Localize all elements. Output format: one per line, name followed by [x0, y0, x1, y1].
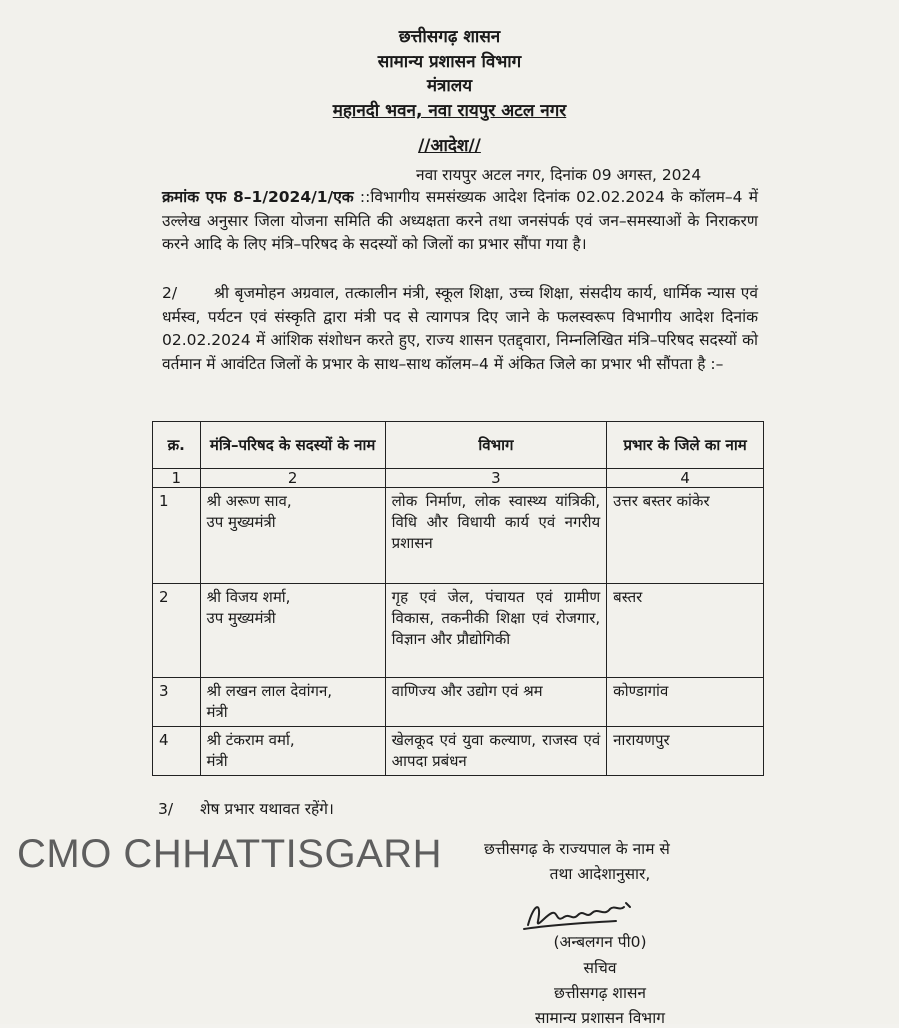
- row-member: [200, 678, 385, 727]
- header-ministry: मंत्रालय: [426, 76, 473, 96]
- table-row: [153, 727, 764, 776]
- row-department: गृह एवं जेल, पंचायत एवं ग्रामीण विकास, तकनीकी शिक्षा एवं रोजगार, विज्ञान और प्रौद्योगिकी: [385, 584, 607, 678]
- paragraph-3-text: शेष प्रभार यथावत रहेंगे।: [200, 800, 334, 818]
- paragraph-3: [158, 797, 334, 819]
- order-reference: क्रमांक एफ 8–1/2024/1/एक: [162, 188, 354, 206]
- member-post: मंत्री: [206, 703, 228, 721]
- allocation-table: [152, 421, 764, 776]
- header-address: महानदी भवन, नवा रायपुर अटल नगर: [332, 101, 567, 121]
- paragraph-2-number: 2/: [162, 284, 178, 302]
- row-district: कोण्डागांव: [607, 678, 764, 727]
- signatory-org-1: छत्तीसगढ़ शासन: [553, 984, 647, 1002]
- row-sn: 1: [153, 488, 201, 584]
- row-member: [200, 584, 385, 678]
- signatory-org-2: सामान्य प्रशासन विभाग: [535, 1009, 665, 1027]
- table-header-row: [153, 422, 764, 469]
- row-department: खेलकूद एवं युवा कल्याण, राजस्व एवं आपदा प्रबंधन: [385, 727, 607, 776]
- column-number: 1: [153, 469, 201, 488]
- member-post: मंत्री: [206, 752, 228, 770]
- table-row: [153, 488, 764, 584]
- column-number: 3: [385, 469, 607, 488]
- watermark: CMO CHHATTISGARH: [17, 832, 443, 876]
- column-number: 2: [200, 469, 385, 488]
- row-member: [200, 727, 385, 776]
- header-member-name: मंत्रि–परिषद के सदस्यों के नाम: [200, 422, 385, 469]
- member-name: श्री लखन लाल देवांगन,: [206, 682, 333, 700]
- signature-line-2: तथा आदेशानुसार,: [549, 865, 651, 883]
- row-sn: 2: [153, 584, 201, 678]
- column-number-row: [153, 469, 764, 488]
- order-title: //आदेश//: [418, 136, 481, 156]
- signatory-name: (अन्बलगन पी0): [553, 933, 647, 951]
- row-district: बस्तर: [607, 584, 764, 678]
- paragraph-2: [162, 282, 758, 376]
- table-row: [153, 678, 764, 727]
- row-sn: 4: [153, 727, 201, 776]
- member-post: उप मुख्यमंत्री: [206, 609, 276, 627]
- paragraph-2-text: श्री बृजमोहन अग्रवाल, तत्कालीन मंत्री, स्कूल शिक्षा, उच्च शिक्षा, संसदीय कार्य, धार्मिक न्यास एवं धर्मस्व, पर्यटन एवं संस्कृति द्वारा मंत्री पद से त्यागपत्र दिए जाने के फलस्वरूप विभागीय आदेश दिनांक 02.02.2024 में आंशिक संशोधन करते हुए, राज्य शासन एतद्द्वारा, निम्नलिखित मंत्रि–परिषद सदस्यों को वर्तमान में आवंटित जिलों के प्रभार के साथ–साथ कॉलम–4 में अंकित जिले का प्रभार भी सौंपता है :–: [162, 284, 758, 373]
- place-date: नवा रायपुर अटल नगर, दिनांक 09 अगस्त, 2024: [416, 166, 702, 184]
- table-row: [153, 584, 764, 678]
- column-number: 4: [607, 469, 764, 488]
- header-department: सामान्य प्रशासन विभाग: [377, 52, 522, 72]
- signatory-designation: सचिव: [583, 959, 617, 977]
- member-name: श्री विजय शर्मा,: [206, 588, 291, 606]
- header-district: प्रभार के जिले का नाम: [607, 422, 764, 469]
- row-member: [200, 488, 385, 584]
- member-post: उप मुख्यमंत्री: [206, 513, 276, 531]
- paragraph-1: [162, 186, 758, 257]
- row-district: उत्तर बस्तर कांकेर: [607, 488, 764, 584]
- member-name: श्री टंकराम वर्मा,: [206, 731, 295, 749]
- row-sn: 3: [153, 678, 201, 727]
- row-department: लोक निर्माण, लोक स्वास्थ्य यांत्रिकी, विधि और विधायी कार्य एवं नगरीय प्रशासन: [385, 488, 607, 584]
- signature-line-1: छत्तीसगढ़ के राज्यपाल के नाम से: [484, 840, 670, 858]
- header-department: विभाग: [385, 422, 607, 469]
- row-department: वाणिज्य और उद्योग एवं श्रम: [385, 678, 607, 727]
- paragraph-3-number: 3/: [158, 800, 174, 818]
- member-name: श्री अरूण साव,: [206, 492, 292, 510]
- header-sn: क्र.: [153, 422, 201, 469]
- row-district: नारायणपुर: [607, 727, 764, 776]
- paragraph-1-text: ::विभागीय समसंख्यक आदेश दिनांक 02.02.2024 के कॉलम–4 में उल्लेख अनुसार जिला योजना समिति की अध्यक्षता करने तथा जनसंपर्क एवं जन–समस्याओं के निराकरण करने आदि के लिए मंत्रि–परिषद के सदस्यों को जिलों का प्रभार सौंपा गया है।: [162, 188, 758, 253]
- header-government: छत्तीसगढ़ शासन: [398, 27, 501, 47]
